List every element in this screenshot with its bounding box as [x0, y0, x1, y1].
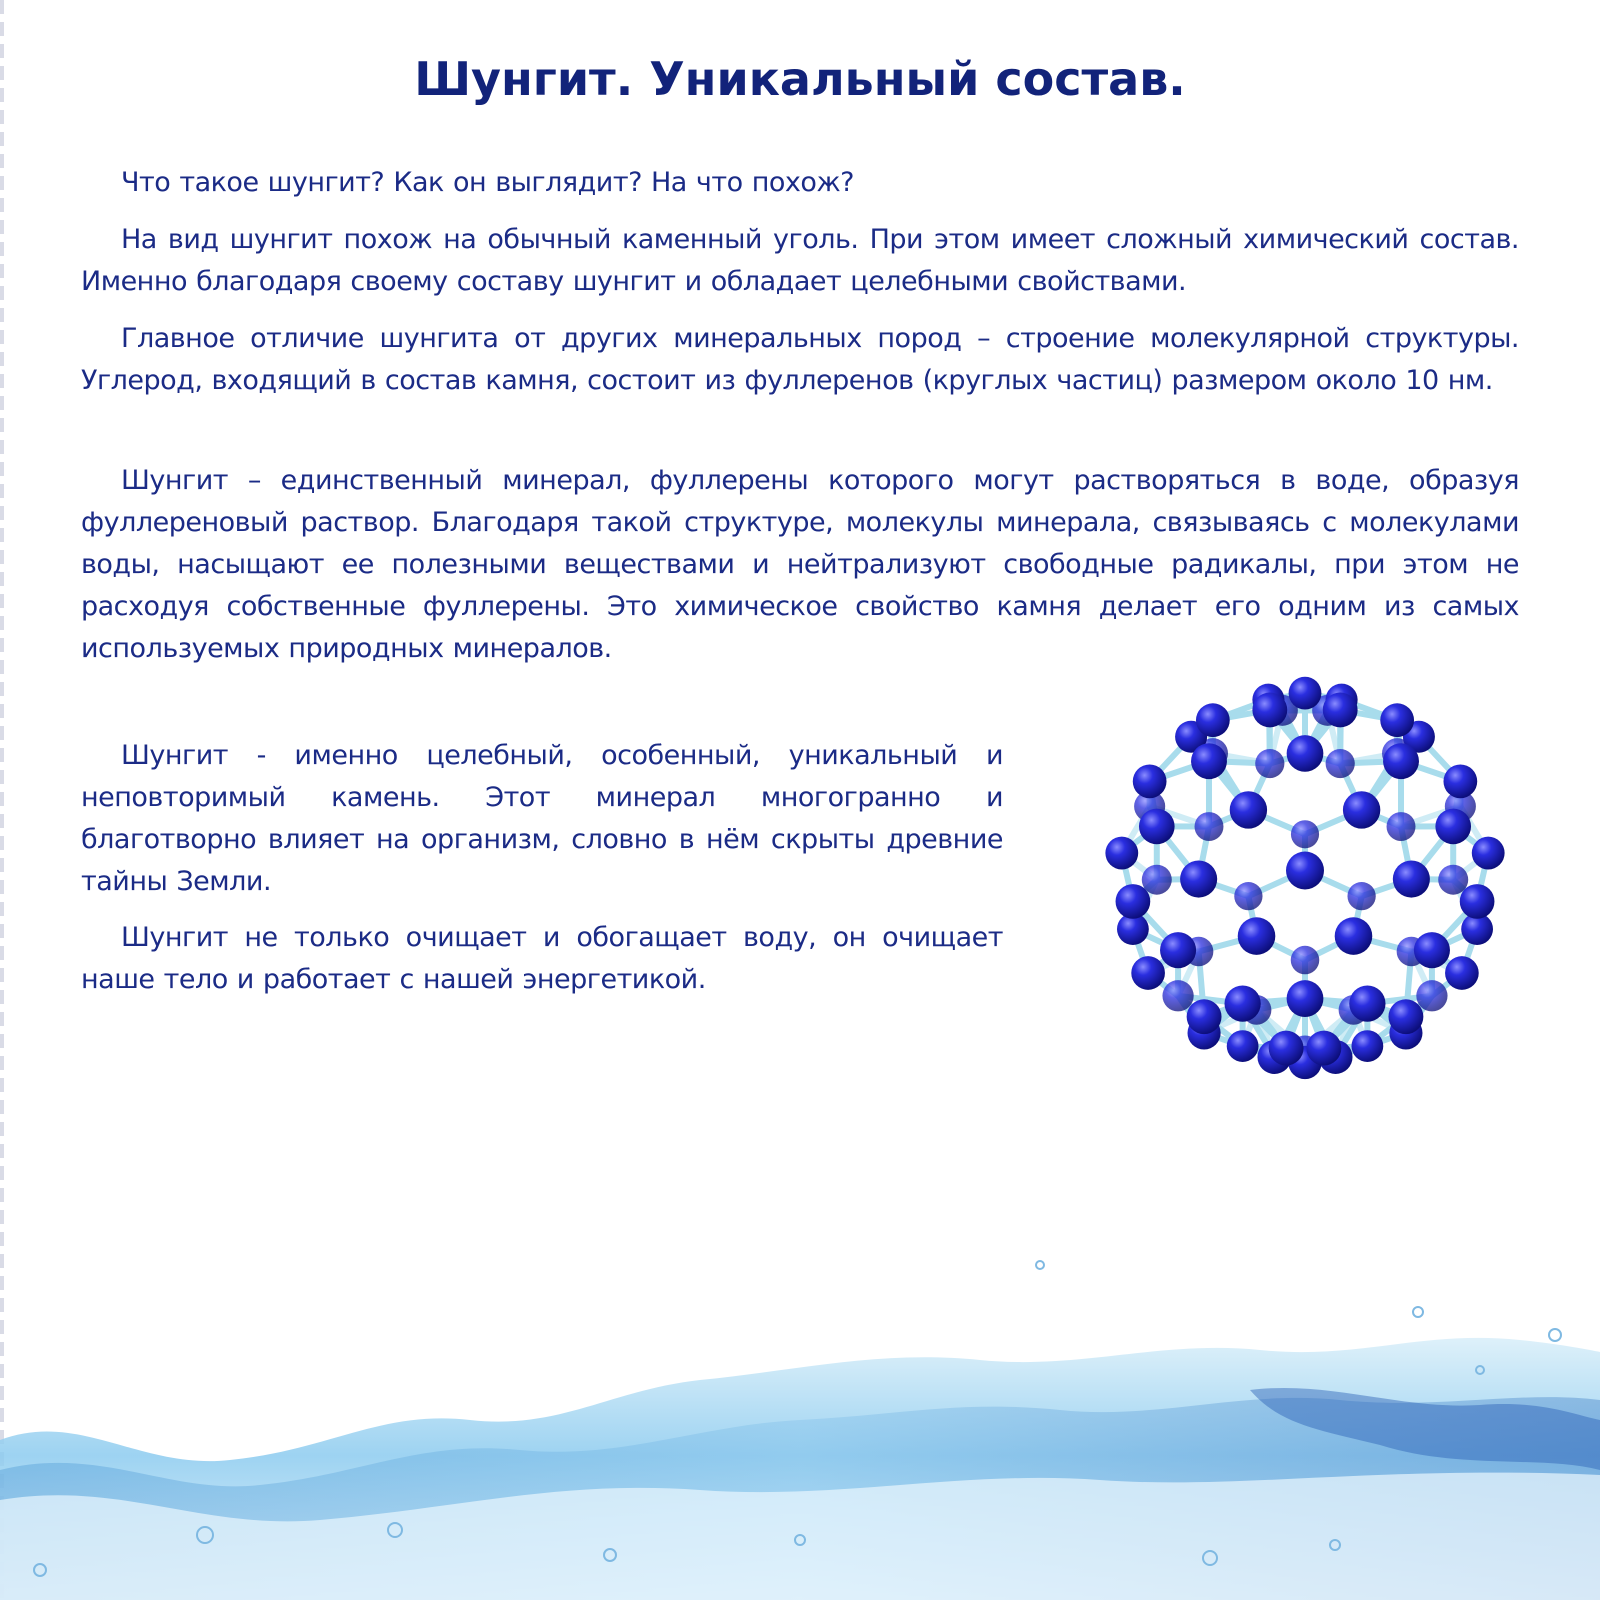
molecule-atom [1287, 980, 1324, 1017]
molecule-atom [1234, 882, 1262, 910]
paragraph-appearance: На вид шунгит похож на обычный каменный уголь. При этом имеет сложный химический состав. Именно благодаря своему составу шунгит и обладает целебными свойствами. [81, 224, 1519, 297]
molecule-atom [1351, 1030, 1383, 1062]
fullerene-molecule-illustration [1090, 668, 1520, 1098]
molecule-atom [1383, 743, 1419, 779]
molecule-atom [1347, 882, 1375, 910]
molecule-atom [1105, 837, 1138, 870]
molecule-atom [1393, 861, 1430, 898]
molecule-atom [1343, 791, 1380, 828]
water-splash-illustration [0, 1240, 1600, 1600]
molecule-atom [1255, 749, 1284, 778]
molecule-atom [1472, 837, 1505, 870]
molecule-atom [1180, 861, 1217, 898]
molecule-atom [1443, 764, 1477, 798]
molecule-atom [1131, 956, 1165, 990]
molecule-atom [1116, 884, 1151, 919]
molecule-atom [1335, 917, 1373, 955]
molecule-atom [1160, 932, 1196, 968]
molecule-atom [1286, 852, 1324, 890]
molecule-atom [1387, 812, 1416, 841]
molecule-atom [1323, 693, 1358, 728]
molecule-atom [1287, 735, 1324, 772]
molecule-atom [1252, 693, 1287, 728]
molecule-atom [1380, 703, 1414, 737]
molecule-atom [1227, 1030, 1259, 1062]
molecule-atom [1191, 743, 1227, 779]
molecule-atom [1133, 764, 1167, 798]
molecule-atom [1416, 980, 1447, 1011]
molecule-atom [1238, 917, 1276, 955]
molecule-atom [1291, 820, 1319, 848]
molecule-atom [1195, 812, 1224, 841]
molecule-atom [1438, 865, 1468, 895]
molecule-atom [1291, 946, 1320, 975]
paragraph-structure: Главное отличие шунгита от других минеральных пород – строение молекулярной структуры. Углерод, входящий в состав камня, состоит из фуллеренов (круглых частиц) размером около 10 нм. [81, 323, 1519, 396]
molecule-atom [1435, 809, 1471, 845]
molecule-atom [1460, 884, 1495, 919]
paragraph-intro-question: Что такое шунгит? Как он выглядит? На что похож? [121, 167, 855, 198]
molecule-atom [1388, 999, 1423, 1034]
molecule-atom [1224, 985, 1260, 1021]
molecule-atom [1269, 1031, 1304, 1066]
molecule-atom [1230, 791, 1267, 828]
paragraph-unique-stone: Шунгит - именно целебный, особенный, уникальный и неповторимый камень. Этот минерал многогранно и благотворно влияет на организм, словно в нём скрыты древние тайны Земли. [81, 740, 1003, 897]
molecule-atom [1289, 677, 1322, 710]
page-title: Шунгит. Уникальный состав. [414, 52, 1186, 106]
molecule-atom [1414, 932, 1450, 968]
molecule-atom [1326, 749, 1355, 778]
molecule-atom [1306, 1031, 1341, 1066]
molecule-atom [1139, 809, 1175, 845]
molecule-atom [1196, 703, 1230, 737]
molecule-atom [1187, 999, 1222, 1034]
molecule-atom [1349, 985, 1385, 1021]
paragraph-fullerene-solution: Шунгит – единственный минерал, фуллерены которого могут растворяться в воде, образуя фуллереновый раствор. Благодаря такой структуре, молекулы минерала, связываясь с молекулами воды, насыщают ее полезными веществами и нейтрализуют свободные радикалы, при этом не расходуя собственные фуллерены. Это химическое свойство камня делает его одним из самых используемых природных минералов. [81, 465, 1519, 664]
molecule-atom [1162, 980, 1193, 1011]
paragraph-body-cleansing: Шунгит не только очищает и обогащает воду, он очищает наше тело и работает с нашей энергетикой. [81, 922, 1003, 995]
molecule-atom [1445, 956, 1479, 990]
molecule-atom [1142, 865, 1172, 895]
